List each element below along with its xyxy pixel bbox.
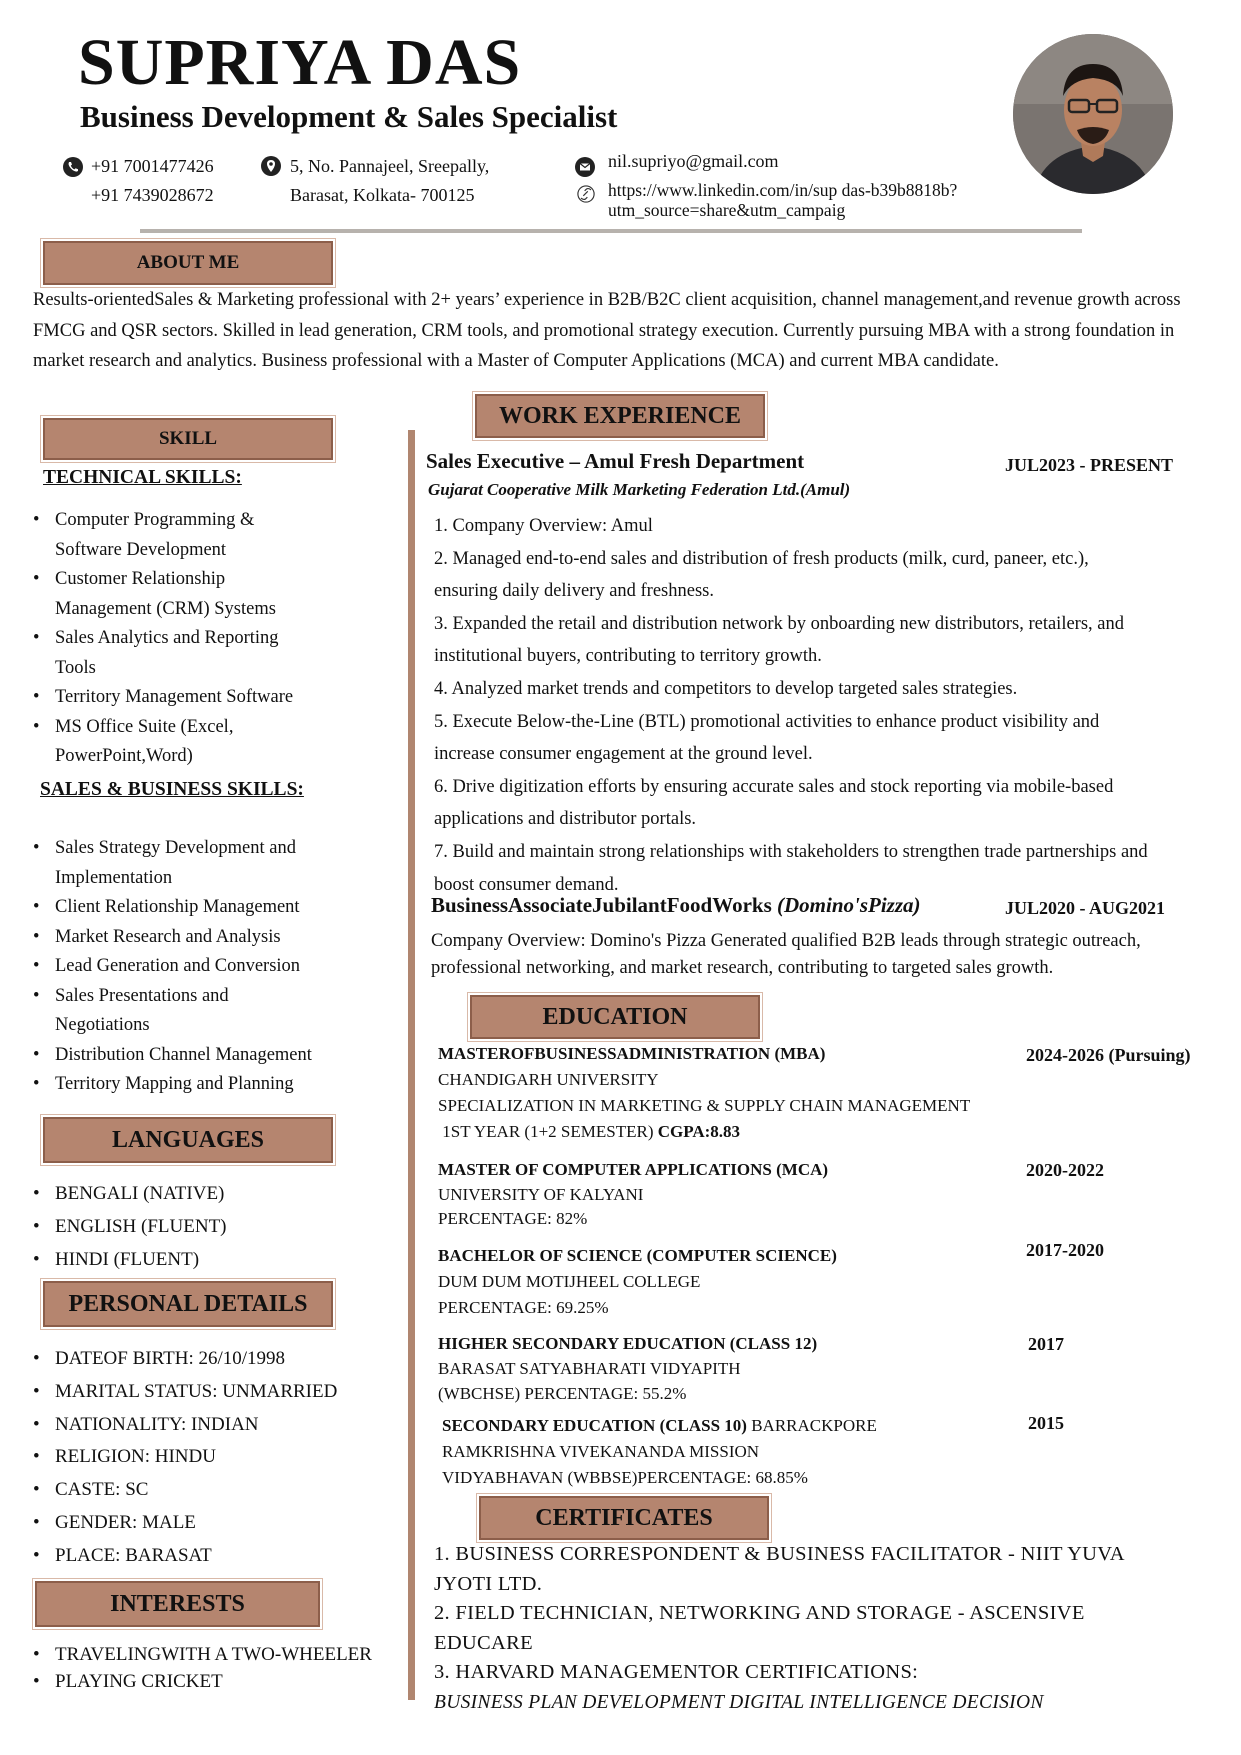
address-line-2: Barasat, Kolkata- 700125 (290, 185, 475, 205)
edu-bsc: BACHELOR OF SCIENCE (COMPUTER SCIENCE) DUM DUM MOTIJHEEL COLLEGE PERCENTAGE: 69.25% (438, 1246, 837, 1317)
list-item: • Sales Presentations and Negotiations (33, 982, 378, 1041)
list-item: • PLAYING CRICKET (33, 1668, 413, 1695)
job-1-description: 1. Company Overview: Amul 2. Managed end-to-end sales and distribution of fresh products (milk, curd, paneer, etc.), ensuring daily delivery and freshness. 3. Expanded the retail and distribution network by onboarding new distributors, retailers, and institutional buyers, contributing to territory growth. 4. Analyzed market trends and competitors to develop targeted sales strategies. 5. Execute Below-the-Line (BTL) promotional activities to enhance product visibility and increase consumer engagement at the ground level. 6. Drive digitization efforts by ensuring accurate sales and stock reporting via mobile-based applications and distributor portals. 7. Build and maintain strong relationships with stakeholders to strengthen trade partnerships and boost consumer demand. (434, 516, 1148, 895)
edu-bsc-year: 2017-2020 (1026, 1240, 1104, 1260)
list-item: • MARITAL STATUS: UNMARRIED (33, 1376, 403, 1409)
interests-list (33, 1641, 413, 1695)
work-experience-heading: WORK EXPERIENCE (475, 394, 765, 438)
education-heading: EDUCATION (470, 995, 760, 1039)
job-2-description: Company Overview: Domino's Pizza Generated qualified B2B leads through strategic outreach, professional networking, and market research, contributing to targeted sales growth. (431, 931, 1141, 978)
header-divider (140, 229, 1082, 233)
list-item: • Territory Management Software (33, 683, 373, 713)
technical-skills-list (33, 506, 373, 772)
column-divider (408, 430, 415, 1700)
edu-mca-year: 2020-2022 (1026, 1160, 1104, 1180)
edu-mba: MASTEROFBUSINESSADMINISTRATION (MBA) CHANDIGARH UNIVERSITY SPECIALIZATION IN MARKETING & SUPPLY CHAIN MANAGEMENT 1ST YEAR (1+2 SEMESTER) CGPA:8.83 (438, 1044, 971, 1141)
linkedin-url-line-1: https://www.linkedin.com/in/sup das-b39b8818b? (608, 180, 958, 200)
profile-photo (1013, 34, 1173, 194)
sales-skills-heading: SALES & BUSINESS SKILLS: (40, 779, 304, 800)
edu-secondary-year: 2015 (1028, 1413, 1064, 1433)
edu-mca: MASTER OF COMPUTER APPLICATIONS (MCA) UNIVERSITY OF KALYANI PERCENTAGE: 82% (438, 1160, 829, 1228)
interests-heading: INTERESTS (35, 1581, 320, 1627)
phone-icon (63, 157, 83, 177)
linkedin-url-line-2: utm_source=share&utm_campaig (608, 200, 846, 220)
edu-mba-year: 2024-2026 (Pursuing) (1026, 1045, 1191, 1065)
list-item: • PLACE: BARASAT (33, 1540, 403, 1573)
list-item: • BENGALI (NATIVE) (33, 1177, 373, 1210)
languages-heading: LANGUAGES (43, 1117, 333, 1163)
list-item: • Sales Strategy Development and Implementation (33, 834, 378, 893)
skill-heading: SKILL (43, 418, 333, 460)
list-item: • HINDI (FLUENT) (33, 1243, 373, 1276)
job-2-title: BusinessAssociateJubilantFoodWorks (Domino'sPizza) (431, 893, 921, 917)
list-item: • DATEOF BIRTH: 26/10/1998 (33, 1343, 403, 1376)
list-item: • TRAVELINGWITH A TWO-WHEELER (33, 1641, 413, 1668)
address-line-1: 5, No. Pannajeel, Sreepally, (290, 156, 490, 176)
list-item: • MS Office Suite (Excel, PowerPoint,Word) (33, 713, 373, 772)
list-item: • GENDER: MALE (33, 1507, 403, 1540)
list-item: • Territory Mapping and Planning (33, 1070, 378, 1100)
certificates-heading: CERTIFICATES (479, 1496, 769, 1540)
edu-secondary: SECONDARY EDUCATION (CLASS 10) BARRACKPORE RAMKRISHNA VIVEKANANDA MISSION VIDYABHAVAN (WBBSE)PERCENTAGE: 68.85% (442, 1416, 877, 1487)
list-item: • Market Research and Analysis (33, 923, 378, 953)
list-item: • ENGLISH (FLUENT) (33, 1210, 373, 1243)
certificates-list: 1. BUSINESS CORRESPONDENT & BUSINESS FACILITATOR - NIIT YUVA JYOTI LTD. 2. FIELD TECHNICIAN, NETWORKING AND STORAGE - ASCENSIVE EDUCARE 3. HARVARD MANAGEMENTOR CERTIFICATIONS: BUSINESS PLAN DEVELOPMENT DIGITAL INTELLIGENCE DECISION (434, 1543, 1125, 1713)
phone-1: +91 7001477426 (91, 156, 214, 176)
list-item: • Customer Relationship Management (CRM) Systems (33, 565, 373, 624)
email[interactable]: nil.supriyo@gmail.com (608, 151, 779, 171)
personal-details-heading: PERSONAL DETAILS (43, 1281, 333, 1327)
list-item: • Computer Programming & Software Development (33, 506, 373, 565)
list-item: • NATIONALITY: INDIAN (33, 1409, 403, 1442)
list-item: • Client Relationship Management (33, 893, 378, 923)
about-text: Results-orientedSales & Marketing professional with 2+ years’ experience in B2B/B2C client acquisition, channel management,and revenue growth across FMCG and QSR sectors. Skilled in lead generation, CRM tools, and promotional strategy execution. Currently pursuing MBA with a strong foundation in market research and analytics. Business professional with a Master of Computer Applications (MCA) and current MBA candidate. (33, 290, 1181, 371)
email-icon (575, 157, 595, 177)
linkedin-url[interactable] (608, 180, 957, 220)
languages-list (33, 1177, 373, 1276)
list-item: • RELIGION: HINDU (33, 1441, 403, 1474)
candidate-name: SUPRIYA DAS (78, 26, 522, 99)
edu-hs: HIGHER SECONDARY EDUCATION (CLASS 12) BARASAT SATYABHARATI VIDYAPITH (WBCHSE) PERCENTAGE: 55.2% (438, 1334, 818, 1403)
location-pin-icon (261, 156, 281, 176)
job-1-company: Gujarat Cooperative Milk Marketing Federation Ltd.(Amul) (428, 480, 851, 499)
edu-hs-year: 2017 (1028, 1334, 1064, 1354)
list-item: • Lead Generation and Conversion (33, 952, 378, 982)
job-1-dates: JUL2023 - PRESENT (1005, 455, 1174, 475)
link-icon (577, 185, 595, 203)
job-2-dates: JUL2020 - AUG2021 (1005, 898, 1166, 918)
technical-skills-heading: TECHNICAL SKILLS: (43, 467, 242, 488)
personal-details-list (33, 1343, 403, 1573)
list-item: • Distribution Channel Management (33, 1041, 378, 1071)
about-heading: ABOUT ME (43, 241, 333, 285)
list-item: • Sales Analytics and Reporting Tools (33, 624, 373, 683)
list-item: • CASTE: SC (33, 1474, 403, 1507)
phone-2: +91 7439028672 (91, 185, 214, 205)
job-1-title: Sales Executive – Amul Fresh Department (426, 449, 805, 473)
candidate-title: Business Development & Sales Specialist (80, 99, 618, 134)
sales-skills-list (33, 834, 378, 1100)
